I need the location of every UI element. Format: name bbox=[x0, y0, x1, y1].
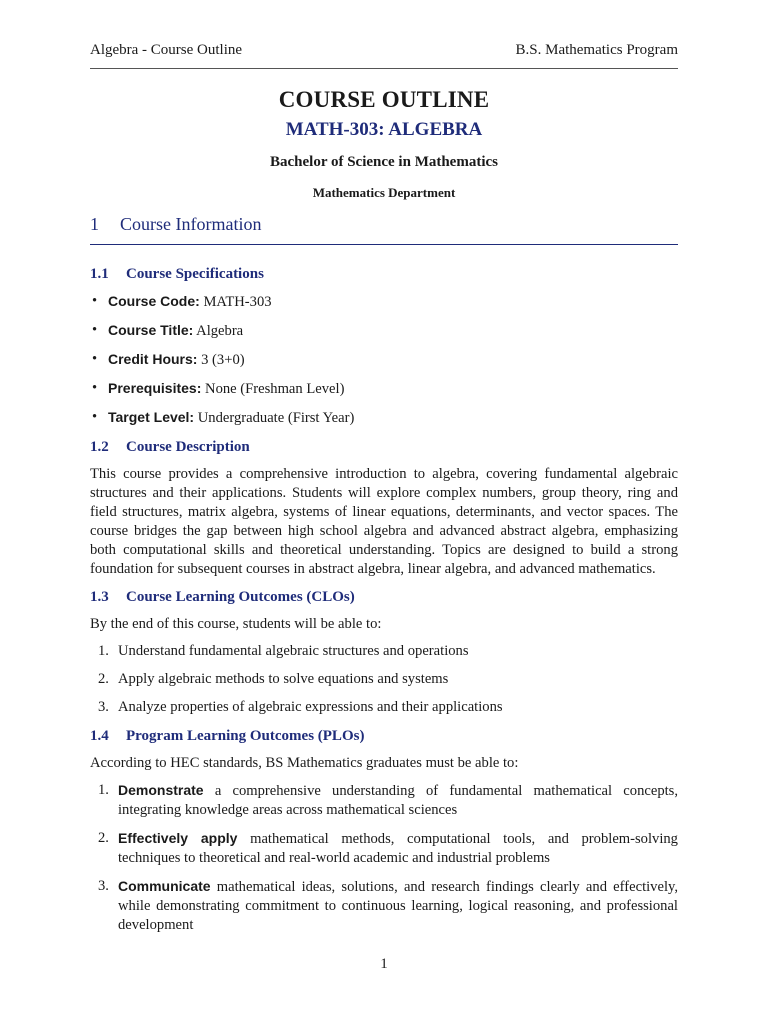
course-description-text: This course provides a comprehensive introduction to algebra, covering fundamental algebraic structures and their applications. Students will explore complex numbers, group theory, ring and field structures, matrix algebra, systems of linear equations, determinants, and vector spaces. The course bridges the gap between high school algebra and advanced abstract algebra, emphasizing both computational skills and theoretical understanding. Topics are designed to build a strong foundation for subsequent courses in abstract algebra, linear algebra, and advanced mathematics. bbox=[90, 466, 678, 577]
subsection-number: 1.3 bbox=[90, 589, 109, 605]
item-text: mathematical methods, computational tools, and problem-solving techniques to theoretical and real-world academic and industrial problems bbox=[118, 831, 678, 866]
subsection-title: Program Learning Outcomes (PLOs) bbox=[126, 728, 365, 744]
spec-value: 3 (3+0) bbox=[201, 352, 245, 368]
bullet-icon: • bbox=[92, 351, 98, 367]
spec-value: Undergraduate (First Year) bbox=[197, 410, 355, 426]
item-text: mathematical ideas, solutions, and research findings clearly and effectively, while demonstrating commitment to continuous learning, logical reasoning, and professional development bbox=[118, 879, 679, 933]
item-text: Understand fundamental algebraic structures and operations bbox=[118, 643, 469, 659]
item-number: 3. bbox=[98, 878, 109, 894]
spec-key: Target Level: bbox=[108, 409, 195, 425]
section-number: 1 bbox=[90, 214, 99, 234]
department-title: Mathematics Department bbox=[312, 185, 456, 200]
item-number: 1. bbox=[98, 782, 109, 798]
item-lead: Demonstrate bbox=[118, 782, 204, 798]
spec-value: MATH-303 bbox=[203, 294, 272, 310]
spec-item bbox=[90, 292, 678, 312]
subsection-heading-specifications bbox=[90, 264, 678, 284]
item-lead: Communicate bbox=[118, 878, 211, 894]
subsection-number: 1.1 bbox=[90, 266, 109, 282]
item-number: 1. bbox=[98, 643, 109, 659]
list-item bbox=[90, 642, 678, 661]
item-lead: Effectively apply bbox=[118, 830, 238, 846]
clos-intro: By the end of this course, students will be able to: bbox=[90, 616, 382, 632]
list-item bbox=[90, 829, 678, 868]
section-title: Course Information bbox=[120, 214, 262, 234]
spec-item bbox=[90, 350, 678, 370]
spec-item bbox=[90, 379, 678, 399]
item-number: 2. bbox=[98, 671, 109, 687]
item-text: Apply algebraic methods to solve equations and systems bbox=[118, 671, 449, 687]
item-number: 2. bbox=[98, 830, 109, 846]
item-number: 3. bbox=[98, 699, 109, 715]
list-item bbox=[90, 670, 678, 689]
list-item bbox=[90, 877, 678, 935]
plos-intro: According to HEC standards, BS Mathematics graduates must be able to: bbox=[90, 755, 519, 771]
header-left-text: Algebra - Course Outline bbox=[90, 42, 243, 58]
subsection-title: Course Description bbox=[126, 439, 250, 455]
spec-key: Course Title: bbox=[108, 322, 194, 338]
bullet-icon: • bbox=[92, 409, 98, 425]
document-title: COURSE OUTLINE bbox=[278, 87, 490, 112]
subsection-heading-description bbox=[90, 437, 678, 457]
spec-item bbox=[90, 408, 678, 428]
specifications-list bbox=[90, 292, 678, 428]
item-text: Analyze properties of algebraic expressions and their applications bbox=[118, 699, 503, 715]
plos-list bbox=[90, 781, 678, 935]
spec-value: Algebra bbox=[196, 323, 244, 339]
page-number: 1 bbox=[380, 956, 388, 972]
subsection-number: 1.4 bbox=[90, 728, 109, 744]
subsection-number: 1.2 bbox=[90, 439, 109, 455]
section-heading bbox=[90, 214, 678, 245]
header-rule bbox=[90, 68, 678, 69]
spec-key: Credit Hours: bbox=[108, 351, 198, 367]
section-content bbox=[90, 258, 678, 944]
title-block bbox=[90, 86, 678, 202]
header-right-text: B.S. Mathematics Program bbox=[515, 42, 678, 58]
document-page bbox=[90, 0, 678, 1024]
subsection-title: Course Learning Outcomes (CLOs) bbox=[126, 589, 355, 605]
running-header bbox=[90, 42, 678, 64]
program-title: Bachelor of Science in Mathematics bbox=[269, 154, 498, 170]
subsection-title: Course Specifications bbox=[126, 266, 264, 282]
clos-list bbox=[90, 642, 678, 717]
spec-key: Prerequisites: bbox=[108, 380, 202, 396]
subsection-heading-clos bbox=[90, 587, 678, 607]
list-item bbox=[90, 781, 678, 820]
spec-value: None (Freshman Level) bbox=[205, 381, 345, 397]
bullet-icon: • bbox=[92, 322, 98, 338]
item-text: a comprehensive understanding of fundamental mathematical concepts, integrating knowledge areas across mathematical sciences bbox=[118, 783, 678, 818]
bullet-icon: • bbox=[92, 380, 98, 396]
list-item bbox=[90, 698, 678, 717]
spec-item bbox=[90, 321, 678, 341]
bullet-icon: • bbox=[92, 293, 98, 309]
course-title: MATH-303: ALGEBRA bbox=[285, 119, 483, 140]
subsection-heading-plos bbox=[90, 726, 678, 746]
spec-key: Course Code: bbox=[108, 293, 200, 309]
